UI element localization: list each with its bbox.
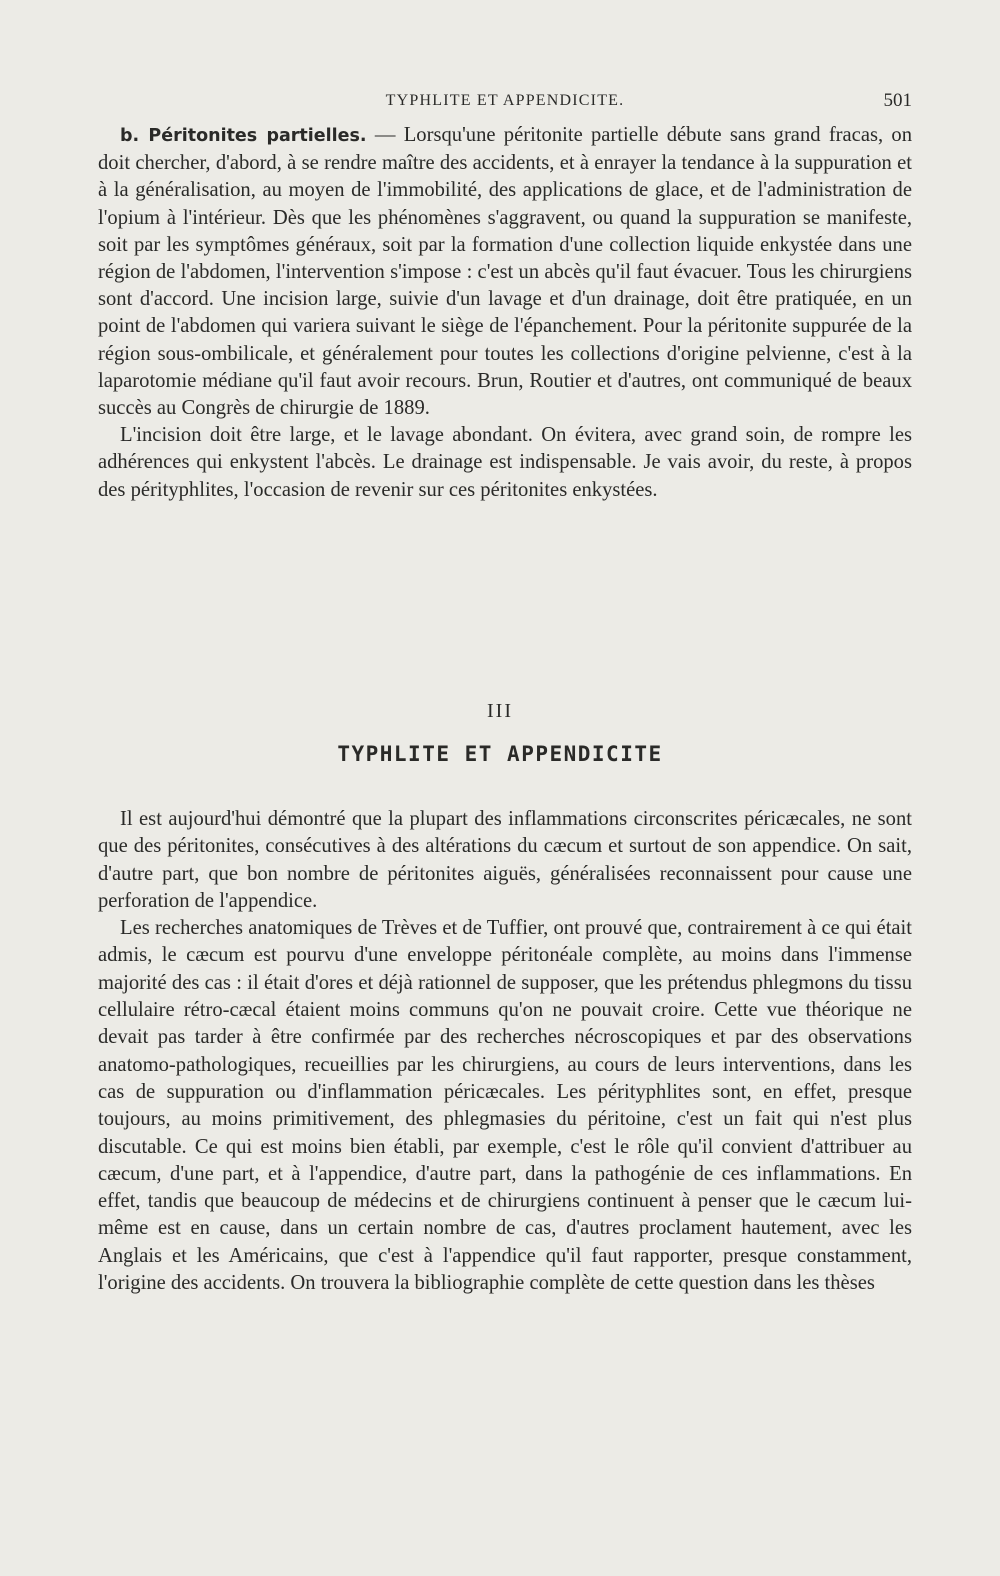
- page-number: 501: [883, 90, 912, 111]
- section-iii-text: [98, 806, 912, 1297]
- section-b-text: [98, 122, 912, 504]
- paragraph: L'incision doit être large, et le lavage abondant. On évitera, avec grand soin, de rompre les adhérences qui enkystent l'abcès. Le drainage est indispensable. Je vais avoir, du reste, à propos des pérityphlites, l'occasion de revenir sur ces péritonites enkystées.: [98, 424, 912, 501]
- running-title: TYPHLITE ET APPENDICITE.: [385, 92, 625, 109]
- paragraph: [98, 122, 912, 422]
- paragraph-text: — Lorsqu'une péritonite partielle débute sans grand fracas, on doit chercher, d'abord, à se rendre maître des accidents, et à enrayer la tendance à la suppuration et à la généralisation, au moyen de l'immobilité, des applications de glace, et de l'administration de l'opium à l'intérieur. Dès que les phénomènes s'aggravent, ou quand la suppuration se manifeste, soit par les symptômes généraux, soit par la formation d'une collection liquide enkystée dans une région de l'abdomen, l'intervention s'impose : c'est un abcès qu'il faut évacuer. Tous les chirurgiens sont d'accord. Une incision large, suivie d'un lavage et d'un drainage, doit être pratiquée, en un point de l'abdomen qui variera suivant le siège de l'épanchement. Pour la péritonite suppurée de la région sous-ombilicale, et généralement pour toutes les collections d'origine pelvienne, c'est à la laparotomie médiane qu'il faut avoir recours. Brun, Routier et d'autres, ont communiqué de beaux succès au Congrès de chirurgie de 1889.: [98, 124, 912, 420]
- paragraph: Les recherches anatomiques de Trèves et de Tuffier, ont prouvé que, contrairement à ce qui était admis, le cæcum est pourvu d'une enveloppe péritonéale complète, au moins dans l'immense majorité des cas : il était d'ores et déjà rationnel de supposer, que les prétendus phlegmons du tissu cellulaire rétro-cæcal étaient moins communs qu'on ne pouvait croire. Cette vue théorique ne devait pas tarder à être confirmée par des recherches nécroscopiques et par des observations anatomo-pathologiques, recueillies par les chirurgiens, au cours de leurs interventions, dans les cas de suppuration ou d'inflammation péricæcales. Les pérityphlites sont, en effet, presque toujours, au moins primitivement, des phlegmasies du péritoine, c'est un fait qui n'est plus discutable. Ce qui est moins bien établi, par exemple, c'est le rôle qu'il convient d'attribuer au cæcum, d'une part, et à l'appendice, d'autre part, dans la pathogénie de ces inflammations. En effet, tandis que beaucoup de médecins et de chirurgiens continuent à penser que le cæcum lui-même est en cause, dans un certain nombre de cas, d'autres proclament hautement, avec les Anglais et les Américains, que c'est à l'appendice qu'il faut rapporter, presque constamment, l'origine des accidents. On trouvera la bibliographie complète de cette question dans les thèses: [98, 917, 912, 1295]
- subsection-heading: b. Péritonites partielles.: [120, 126, 367, 146]
- section-title: TYPHLITE ET APPENDICITE: [337, 742, 663, 766]
- section-number: III: [487, 700, 513, 722]
- page-header: [98, 88, 912, 114]
- paragraph: Il est aujourd'hui démontré que la plupart des inflammations circonscrites péricæcales, ne sont que des péritonites, consécutives à des altérations du cæcum et surtout de son appendice. On sait, d'autre part, que bon nombre de péritonites aiguës, généralisées reconnaissent pour cause une perforation de l'appendice.: [98, 808, 912, 912]
